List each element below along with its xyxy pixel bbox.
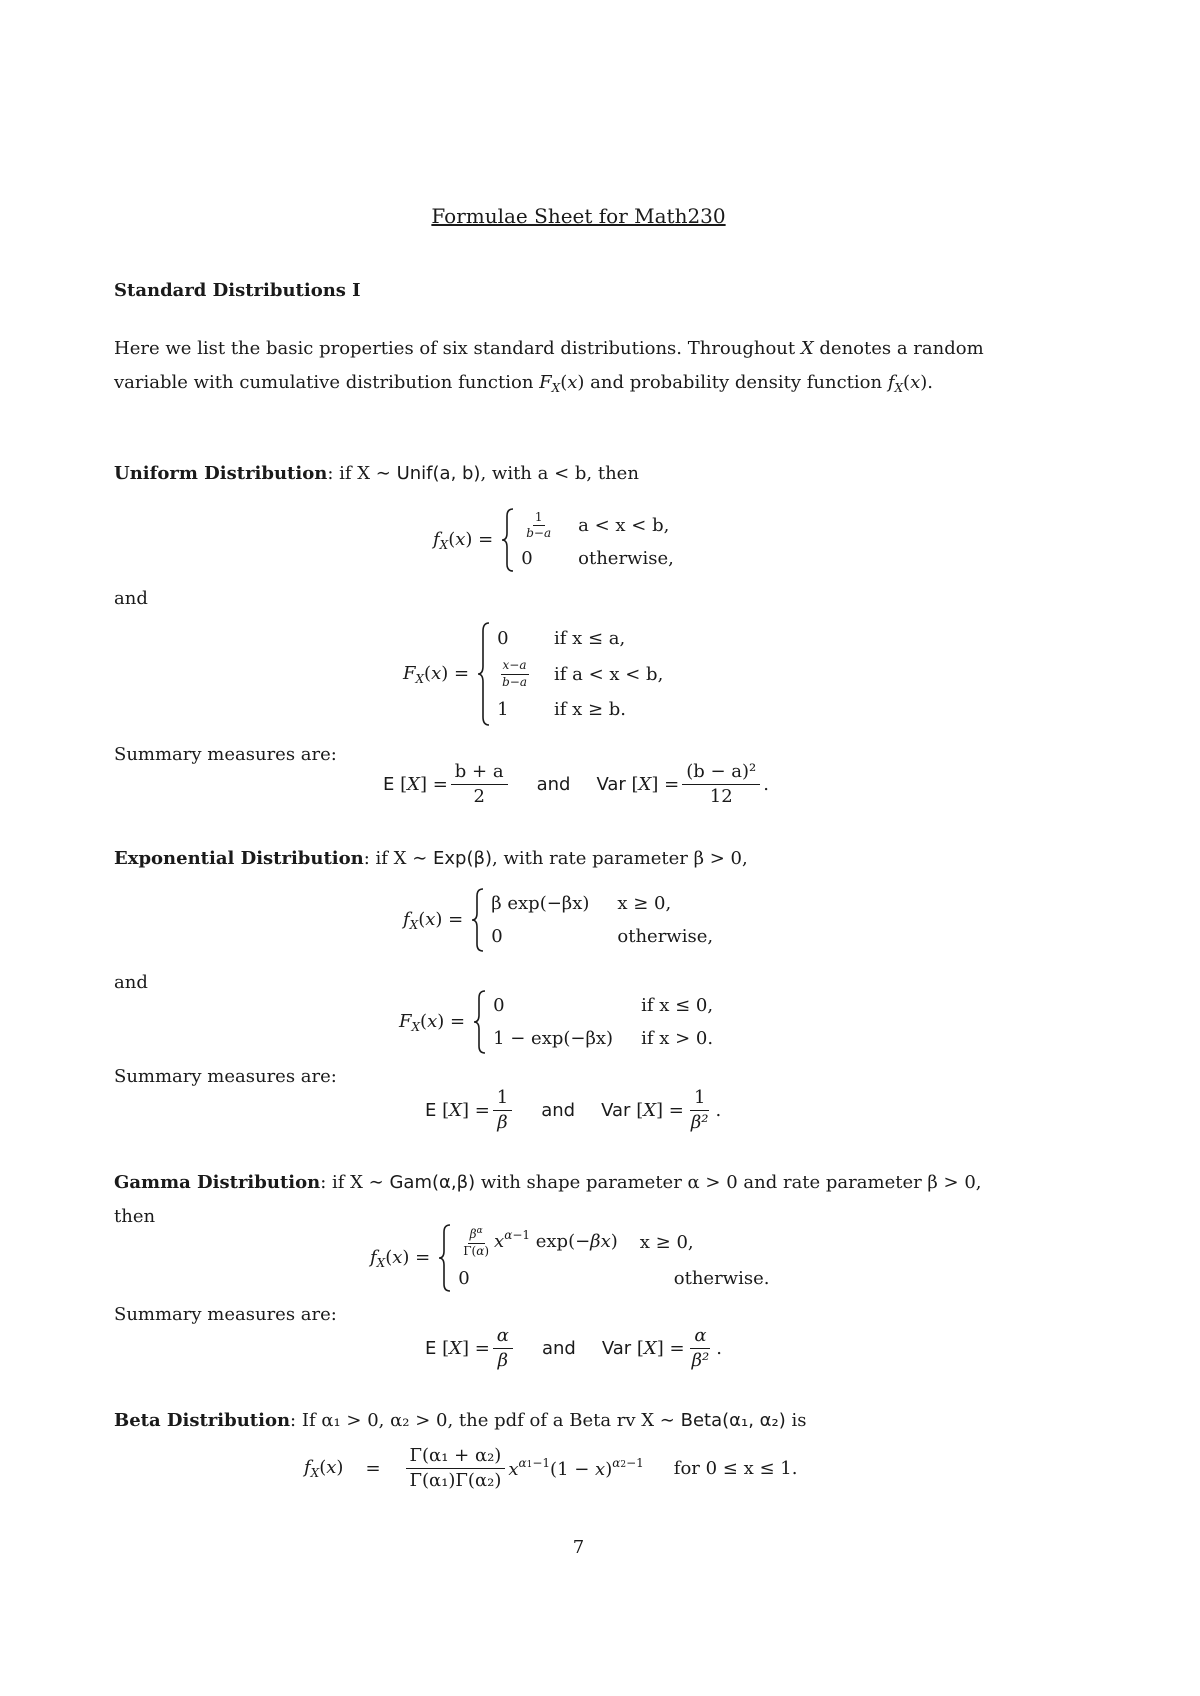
- exponential-dist: Exp(β): [433, 848, 492, 869]
- uniform-heading: Uniform Distribution: [114, 463, 328, 484]
- uniform-summary-label: Summary measures are:: [114, 744, 337, 765]
- exponential-and-label: and: [114, 972, 148, 993]
- left-brace-icon: [477, 622, 491, 726]
- uniform-summary-equation: E [X] = $\frac{b + a}{2}$ and Var [X] = $\frac{\text{(b − a)²}}{12}$ .: [383, 761, 769, 807]
- gamma-pdf-equation: $f_X(x)$ = $\frac{\beta^\alpha}{\Gamma(\alpha)}$ $x^{\alpha-1}$ exp(−βx) x ≥ 0, 0 otherwise.: [370, 1224, 769, 1292]
- exponential-heading-line: Exponential Distribution: if X ∼ Exp(β), with rate parameter β > 0,: [114, 848, 748, 869]
- exponential-cdf-equation: $F_X(x)$ = 0 if x ≤ 0, 1 − exp(−βx) if x > 0.: [399, 990, 713, 1054]
- beta-heading: Beta Distribution: [114, 1410, 291, 1431]
- gamma-summary-equation: E [X] = $\frac{\alpha}{\beta}$ and Var [X] = $\frac{\alpha}{\text{β²}}$ .: [425, 1325, 722, 1371]
- exponential-summary-label: Summary measures are:: [114, 1066, 337, 1087]
- uniform-heading-line: Uniform Distribution: if X ∼ Unif(a, b), with a < b, then: [114, 463, 639, 484]
- page-title: Formulae Sheet for Math230: [431, 204, 726, 228]
- page-number: 7: [572, 1537, 585, 1558]
- uniform-and-label: and: [114, 588, 148, 609]
- beta-heading-line: Beta Distribution: If α₁ > 0, α₂ > 0, the pdf of a Beta rv X ∼ Beta(α₁, α₂) is: [114, 1410, 807, 1431]
- uniform-cdf-equation: $F_X(x)$ = 0 if x ≤ a, $\frac{x-a}{b-a}$ if a < x < b, 1 if x ≥ b.: [403, 622, 663, 726]
- exponential-pdf-equation: $f_X(x)$ = β exp(−βx) x ≥ 0, 0 otherwise,: [403, 888, 713, 952]
- beta-pdf-equation: $f_X(x)$ = $\frac{\text{Γ(α₁ + α₂)}}{\text{Γ(α₁)Γ(α₂)}}$ $x^{\alpha 1-1}(1 - x)^{\alpha 2-1}$ for 0 ≤ x ≤ 1.: [304, 1445, 798, 1491]
- left-brace-icon: [501, 508, 515, 572]
- left-brace-icon: [438, 1224, 452, 1292]
- intro-paragraph: [114, 332, 984, 405]
- uniform-pdf-equation: $f_X(x)$ = $\frac{1}{b-a}$ a < x < b, 0 otherwise,: [433, 508, 674, 572]
- intro-line-2: variable with cumulative distribution function $F_X(x)$ and probability density function $f_X(x)$.: [114, 372, 933, 395]
- uniform-dist: Unif(a, b): [396, 463, 481, 484]
- exponential-summary-equation: E [X] = $\frac{1}{\beta}$ and Var [X] = $\frac{1}{\text{β²}}$ .: [425, 1087, 722, 1133]
- gamma-then-label: then: [114, 1206, 156, 1227]
- left-brace-icon: [473, 990, 487, 1054]
- intro-line-1: Here we list the basic properties of six standard distributions. Throughout X denotes a random: [114, 338, 984, 359]
- gamma-heading: Gamma Distribution: [114, 1172, 321, 1193]
- gamma-dist: Gam(α,β): [389, 1172, 476, 1193]
- beta-dist: Beta(α₁, α₂): [680, 1410, 786, 1431]
- section-heading: Standard Distributions I: [114, 280, 361, 301]
- exponential-heading: Exponential Distribution: [114, 848, 364, 869]
- left-brace-icon: [471, 888, 485, 952]
- gamma-summary-label: Summary measures are:: [114, 1304, 337, 1325]
- gamma-heading-line: Gamma Distribution: if X ∼ Gam(α,β) with shape parameter α > 0 and rate parameter β > 0,: [114, 1172, 982, 1193]
